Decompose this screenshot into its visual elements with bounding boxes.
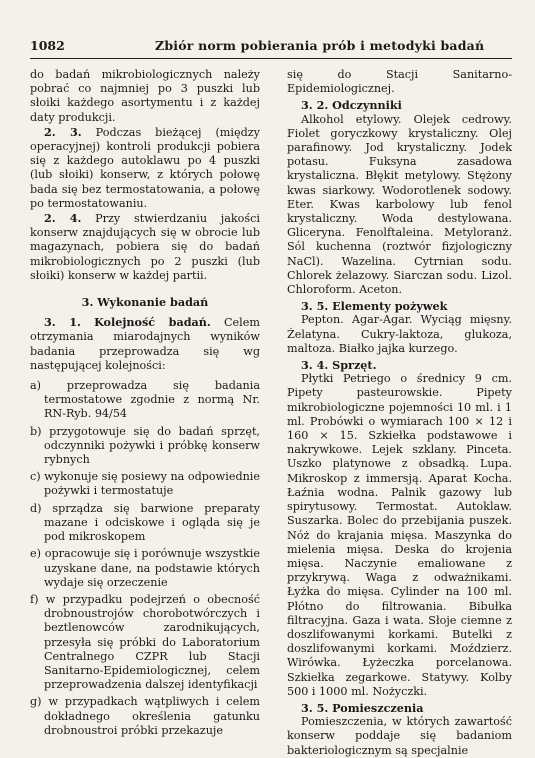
paragraph-continuation: do badań mikrobiologicznych należy pobrać co najmniej po 3 puszki lub słoiki każdego asortymentu i z każdej daty produkcji. bbox=[30, 68, 260, 124]
section-heading: 3. Wykonanie badań bbox=[81, 295, 209, 310]
paragraph-continuation: się do Stacji Sanitarno-Epidemiologicznej. bbox=[287, 68, 512, 96]
page-number: 1082 bbox=[30, 38, 65, 53]
paragraph-text: Podczas bieżącej (między operacyjnej) kontroli produkcji pobiera się z każdego autoklawu po 4 puszki (lub słoiki) konserw, z których połowę bada się bez termostatowania, a połowę po termostatowaniu. bbox=[30, 125, 260, 210]
paragraph-number: 3. 1. bbox=[44, 315, 81, 330]
page-header bbox=[30, 38, 510, 56]
right-column bbox=[287, 68, 512, 758]
paragraph-2-3 bbox=[30, 125, 260, 211]
list-item: d) sprządza się barwione preparaty mazane i odciskowe i ogląda się je pod mikroskopem bbox=[30, 501, 260, 544]
paragraph-number: 2. 4. bbox=[44, 211, 82, 226]
paragraph-media: Pepton. Agar-Agar. Wyciąg mięsny. Żelatyna. Cukry-laktoza, glukoza, maltoza. Białko jajka kurzego. bbox=[287, 313, 512, 355]
header-rule bbox=[30, 58, 512, 59]
list-item: g) w przypadkach wątpliwych i celem dokładnego określenia gatunku drobnoustroi próbki przekazuje bbox=[30, 695, 260, 737]
paragraph-2-4 bbox=[30, 211, 260, 283]
list-item: a) przeprowadza się badania termostatowe zgodnie z normą Nr. RN-Ryb. 94/54 bbox=[30, 379, 260, 421]
running-title: Zbiór norm pobierania prób i metodyki badań bbox=[155, 38, 485, 53]
paragraph-reagents: Alkohol etylowy. Olejek cedrowy. Fiolet goryczkowy krystaliczny. Olej parafinowy. Jod krystaliczny. Jodek potasu. Fuksyna zasadowa krystaliczna. Błękit metylowy. Stężony kwas siarkowy. Wodorotlenek sodowy. Eter. Kwas karbolowy lub fenol krystaliczny. Woda destylowana. Gliceryna. Fenolftaleina. Metyloranż. Sól kuchenna (roztwór fizjologiczny NaCl). Wazelina. Cytrnian sodu. Chlorek żelazowy. Siarczan sodu. Lizol. Chloroform. Aceton. bbox=[287, 112, 512, 297]
subsection-heading: 3. 2. Odczynniki bbox=[301, 98, 402, 113]
list-item: f) w przypadku podejrzeń o obecność drobnoustrojów chorobotwórczych i beztlenowców zarodnikujących, przesyła się próbki do Laboratorium Centralnego CZPR lub Stacji Sanitarno-Epidemiologicznej, celem przeprowadzenia dalszej identyfikacji bbox=[30, 592, 260, 692]
paragraph-text: Celem otrzymania miarodajnych wyników badania przeprowadza się wg następującej kolejności: bbox=[30, 316, 260, 372]
list-item: e) opracowuje się i porównuje wszystkie uzyskane dane, na podstawie których wydaje się orzeczenie bbox=[30, 547, 260, 589]
subsection-heading: 3. 4. Sprzęt. bbox=[301, 358, 377, 373]
paragraph-heading: Kolejność badań. bbox=[94, 315, 211, 330]
left-column bbox=[30, 68, 260, 741]
paragraph-number: 2. 3. bbox=[44, 124, 82, 139]
paragraph-rooms: Pomieszczenia, w których zawartość konserw poddaje się badaniom bakteriologicznym są specjalnie bbox=[287, 715, 512, 757]
subsection-heading: 3. 5. Elementy pożywek bbox=[301, 299, 448, 314]
list-item: c) wykonuje się posiewy na odpowiednie pożywki i termostatuje bbox=[30, 470, 261, 498]
paragraph-3-1 bbox=[30, 315, 260, 373]
list-item: b) przygotowuje się do badań sprzęt, odczynniki pożywki i próbkę konserw rybnych bbox=[30, 424, 260, 467]
subsection-heading: 3. 5. Pomieszczenia bbox=[301, 700, 424, 715]
paragraph-equipment: Płytki Petriego o średnicy 9 cm. Pipety pasteurowskie. Pipety mikrobiologiczne pojemności 10 ml. i 1 ml. Probówki o wymiarach 100 × 12 i 160 × 15. Szkiełka podstawowe i nakrywkowe. Lejek szklany. Pinceta. Uszko platynowe z obsadką. Lupa. Mikroskop z immersją. Aparat Kocha. Łaźnia wodna. Palnik gazowy lub spirytusowy. Termostat. Autoklaw. Suszarka. Bolec do przebijania puszek. Nóż do krajania mięsa. Maszynka do mielenia mięsa. Deska do krojenia mięsa. Naczynie emaliowane z przykrywą. Waga z odważnikami. Łyżka do mięsa. Cylinder na 100 ml. Płótno do filtrowania. Bibułka filtracyjna. Gaza i wata. Słoje ciemne z doszlifowanymi korkami. Butelki z doszlifowanymi korkami. Moździerz. Wirówka. Łyżeczka porcelanowa. Szkiełka zegarkowe. Statywy. Kolby 500 i 1000 ml. Nożyczki. bbox=[287, 372, 512, 698]
paragraph-text: Przy stwierdzaniu jakości konserw znajdujących się w obrocie lub magazynach, pobiera się do badań mikrobiologicznych po 2 puszki (lub słoiki) konserw w każdej partii. bbox=[30, 212, 260, 282]
